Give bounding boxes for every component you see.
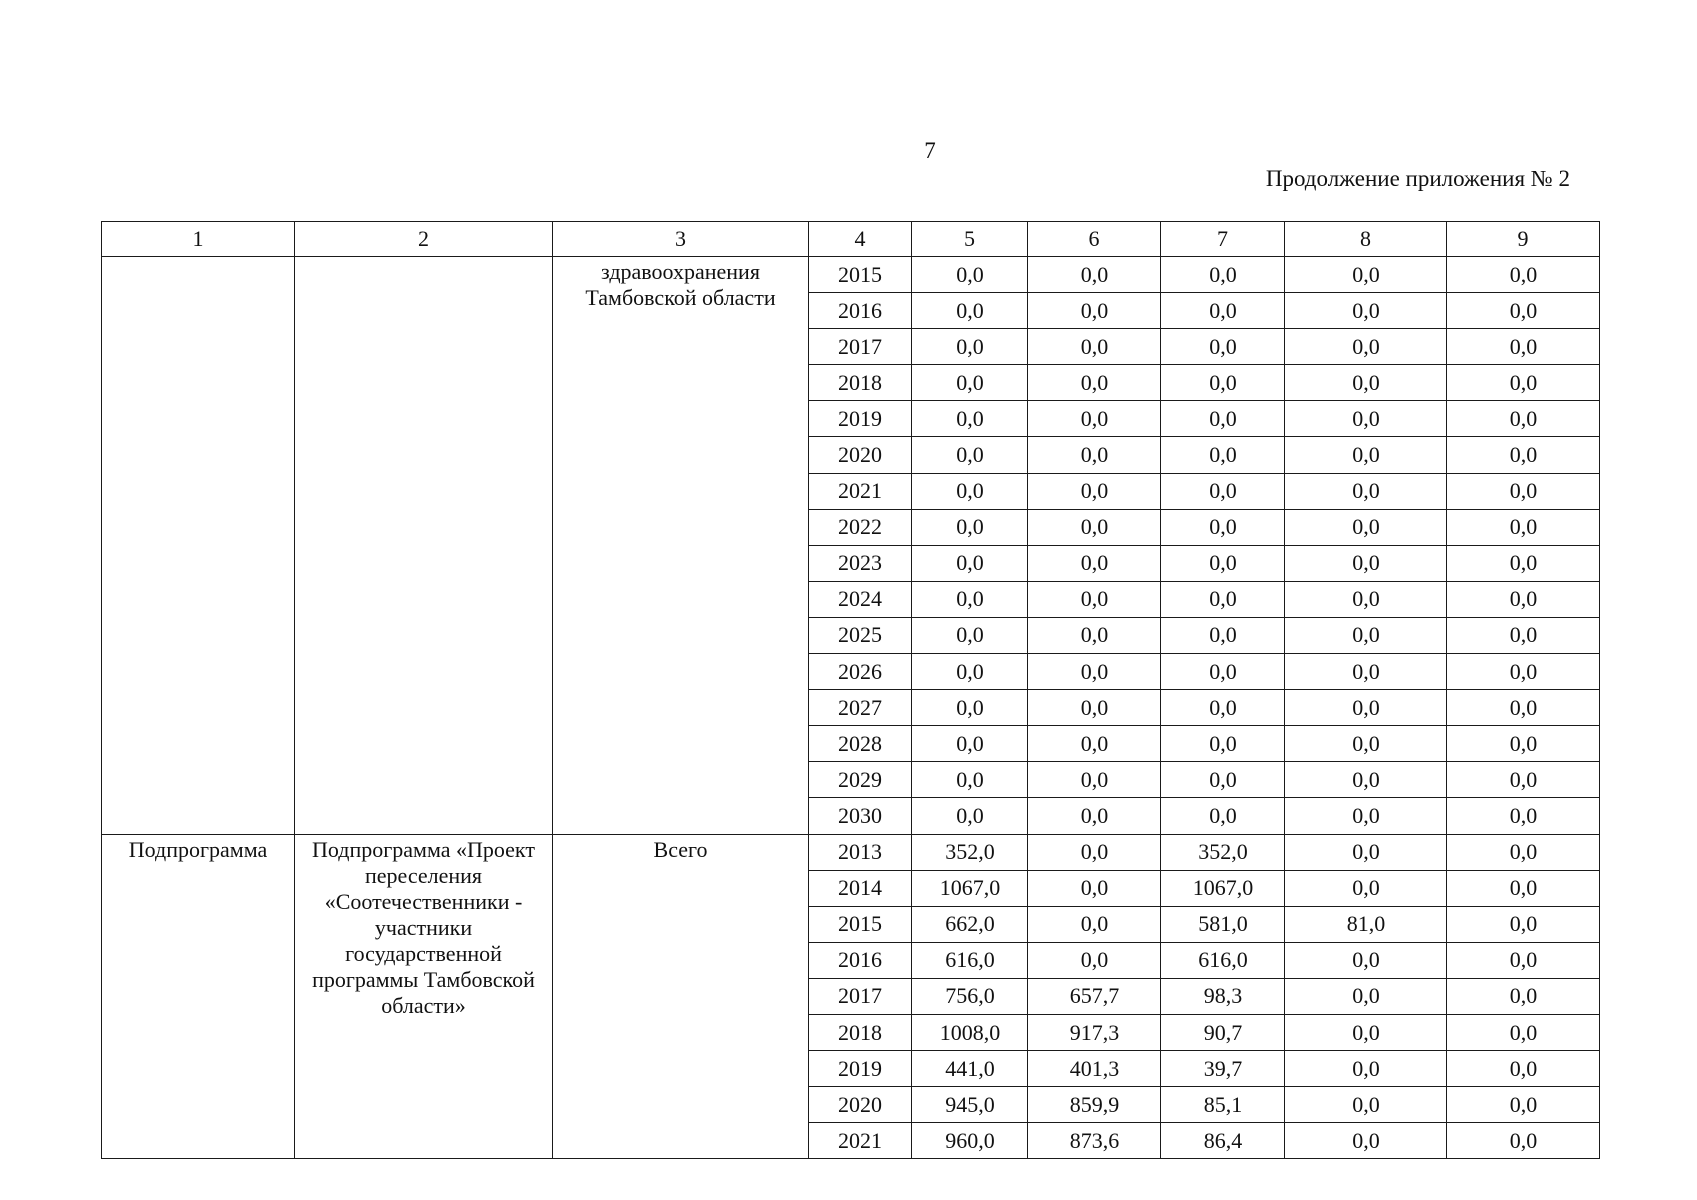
value-cell-col8: 0,0 — [1285, 545, 1447, 581]
value-cell-col8: 0,0 — [1285, 1014, 1447, 1050]
value-cell-col9: 0,0 — [1447, 257, 1600, 293]
value-cell-col7: 0,0 — [1161, 473, 1285, 509]
value-cell-col7: 0,0 — [1161, 329, 1285, 365]
value-cell-col6: 0,0 — [1028, 545, 1161, 581]
value-cell-col8: 0,0 — [1285, 293, 1447, 329]
block2-col2-line: Подпрограмма «Проект — [312, 836, 535, 862]
value-cell-col9: 0,0 — [1447, 545, 1600, 581]
value-cell-col5: 0,0 — [912, 257, 1028, 293]
value-cell-col5: 0,0 — [912, 437, 1028, 473]
value-cell-col8: 0,0 — [1285, 401, 1447, 437]
value-cell-col7: 98,3 — [1161, 978, 1285, 1014]
value-cell-col5: 0,0 — [912, 690, 1028, 726]
value-cell-col8: 0,0 — [1285, 1087, 1447, 1123]
value-cell-col9: 0,0 — [1447, 1051, 1600, 1087]
value-cell-col7: 0,0 — [1161, 257, 1285, 293]
value-cell-col9: 0,0 — [1447, 906, 1600, 942]
value-cell-col9: 0,0 — [1447, 690, 1600, 726]
value-cell-col8: 0,0 — [1285, 509, 1447, 545]
value-cell-col8: 0,0 — [1285, 365, 1447, 401]
year-cell: 2021 — [809, 1123, 912, 1159]
value-cell-col5: 0,0 — [912, 617, 1028, 653]
value-cell-col7: 85,1 — [1161, 1087, 1285, 1123]
value-cell-col8: 0,0 — [1285, 437, 1447, 473]
year-cell: 2017 — [809, 978, 912, 1014]
year-cell: 2021 — [809, 473, 912, 509]
value-cell-col6: 0,0 — [1028, 257, 1161, 293]
continuation-label: Продолжение приложения № 2 — [1265, 166, 1570, 191]
year-cell: 2013 — [809, 834, 912, 870]
year-cell: 2026 — [809, 654, 912, 690]
value-cell-col7: 0,0 — [1161, 617, 1285, 653]
value-cell-col7: 0,0 — [1161, 762, 1285, 798]
year-cell: 2030 — [809, 798, 912, 834]
value-cell-col7: 352,0 — [1161, 834, 1285, 870]
value-cell-col9: 0,0 — [1447, 762, 1600, 798]
value-cell-col5: 0,0 — [912, 545, 1028, 581]
value-cell-col6: 0,0 — [1028, 870, 1161, 906]
value-cell-col9: 0,0 — [1447, 401, 1600, 437]
year-cell: 2015 — [809, 257, 912, 293]
value-cell-col6: 0,0 — [1028, 726, 1161, 762]
year-cell: 2016 — [809, 942, 912, 978]
value-cell-col9: 0,0 — [1447, 293, 1600, 329]
value-cell-col6: 0,0 — [1028, 762, 1161, 798]
value-cell-col8: 81,0 — [1285, 906, 1447, 942]
header-cell-9: 9 — [1447, 222, 1600, 257]
value-cell-col6: 0,0 — [1028, 654, 1161, 690]
value-cell-col8: 0,0 — [1285, 257, 1447, 293]
value-cell-col5: 0,0 — [912, 581, 1028, 617]
year-cell: 2027 — [809, 690, 912, 726]
value-cell-col6: 0,0 — [1028, 473, 1161, 509]
year-cell: 2020 — [809, 1087, 912, 1123]
value-cell-col5: 756,0 — [912, 978, 1028, 1014]
value-cell-col7: 0,0 — [1161, 401, 1285, 437]
value-cell-col7: 0,0 — [1161, 726, 1285, 762]
value-cell-col5: 0,0 — [912, 365, 1028, 401]
year-cell: 2016 — [809, 293, 912, 329]
value-cell-col7: 39,7 — [1161, 1051, 1285, 1087]
value-cell-col5: 662,0 — [912, 906, 1028, 942]
value-cell-col7: 0,0 — [1161, 293, 1285, 329]
value-cell-col5: 945,0 — [912, 1087, 1028, 1123]
value-cell-col9: 0,0 — [1447, 473, 1600, 509]
value-cell-col5: 0,0 — [912, 726, 1028, 762]
block2-col2-line: области» — [381, 992, 466, 1018]
block2-col3-line: Всего — [653, 836, 708, 862]
year-cell: 2017 — [809, 329, 912, 365]
block2-col2-line: переселения — [364, 862, 483, 888]
value-cell-col5: 0,0 — [912, 401, 1028, 437]
value-cell-col7: 616,0 — [1161, 942, 1285, 978]
value-cell-col8: 0,0 — [1285, 870, 1447, 906]
value-cell-col5: 616,0 — [912, 942, 1028, 978]
year-cell: 2018 — [809, 1014, 912, 1050]
value-cell-col7: 86,4 — [1161, 1123, 1285, 1159]
value-cell-col8: 0,0 — [1285, 834, 1447, 870]
value-cell-col9: 0,0 — [1447, 437, 1600, 473]
header-row — [102, 222, 1600, 257]
header-cell-8: 8 — [1285, 222, 1447, 257]
value-cell-col8: 0,0 — [1285, 942, 1447, 978]
value-cell-col6: 0,0 — [1028, 798, 1161, 834]
block1-col3-cell — [553, 257, 809, 835]
table-row — [102, 257, 1600, 293]
value-cell-col5: 960,0 — [912, 1123, 1028, 1159]
value-cell-col6: 0,0 — [1028, 293, 1161, 329]
value-cell-col6: 0,0 — [1028, 617, 1161, 653]
value-cell-col7: 0,0 — [1161, 437, 1285, 473]
block2-col3-cell — [553, 834, 809, 1159]
value-cell-col7: 0,0 — [1161, 798, 1285, 834]
value-cell-col9: 0,0 — [1447, 978, 1600, 1014]
value-cell-col9: 0,0 — [1447, 1014, 1600, 1050]
table-row — [102, 834, 1600, 870]
header-cell-4: 4 — [809, 222, 912, 257]
year-cell: 2015 — [809, 906, 912, 942]
value-cell-col6: 657,7 — [1028, 978, 1161, 1014]
year-cell: 2028 — [809, 726, 912, 762]
year-cell: 2024 — [809, 581, 912, 617]
block1-col3-line: Тамбовской области — [585, 285, 776, 310]
value-cell-col5: 0,0 — [912, 293, 1028, 329]
value-cell-col8: 0,0 — [1285, 1123, 1447, 1159]
block1-col2-cell — [295, 257, 553, 835]
value-cell-col5: 0,0 — [912, 509, 1028, 545]
value-cell-col6: 0,0 — [1028, 509, 1161, 545]
value-cell-col8: 0,0 — [1285, 726, 1447, 762]
year-cell: 2018 — [809, 365, 912, 401]
block2-col2-line: «Соотечественники - — [324, 888, 523, 914]
value-cell-col6: 0,0 — [1028, 401, 1161, 437]
value-cell-col8: 0,0 — [1285, 654, 1447, 690]
value-cell-col8: 0,0 — [1285, 581, 1447, 617]
value-cell-col9: 0,0 — [1447, 329, 1600, 365]
header-cell-2: 2 — [295, 222, 553, 257]
year-cell: 2019 — [809, 1051, 912, 1087]
value-cell-col9: 0,0 — [1447, 1123, 1600, 1159]
year-cell: 2022 — [809, 509, 912, 545]
value-cell-col5: 1067,0 — [912, 870, 1028, 906]
block2-col2-line: программы Тамбовской — [312, 966, 535, 992]
value-cell-col9: 0,0 — [1447, 726, 1600, 762]
value-cell-col5: 1008,0 — [912, 1014, 1028, 1050]
value-cell-col9: 0,0 — [1447, 942, 1600, 978]
block1-col3-line: здравоохранения — [601, 259, 760, 284]
value-cell-col5: 0,0 — [912, 798, 1028, 834]
value-cell-col8: 0,0 — [1285, 329, 1447, 365]
value-cell-col8: 0,0 — [1285, 690, 1447, 726]
value-cell-col5: 441,0 — [912, 1051, 1028, 1087]
block2-col2-cell — [295, 834, 553, 1159]
value-cell-col7: 0,0 — [1161, 509, 1285, 545]
value-cell-col8: 0,0 — [1285, 473, 1447, 509]
year-cell: 2019 — [809, 401, 912, 437]
value-cell-col7: 0,0 — [1161, 365, 1285, 401]
value-cell-col7: 1067,0 — [1161, 870, 1285, 906]
value-cell-col5: 0,0 — [912, 654, 1028, 690]
value-cell-col9: 0,0 — [1447, 834, 1600, 870]
header-cell-6: 6 — [1028, 222, 1161, 257]
value-cell-col6: 401,3 — [1028, 1051, 1161, 1087]
year-cell: 2029 — [809, 762, 912, 798]
year-cell: 2025 — [809, 617, 912, 653]
header-cell-3: 3 — [553, 222, 809, 257]
value-cell-col5: 352,0 — [912, 834, 1028, 870]
value-cell-col9: 0,0 — [1447, 1087, 1600, 1123]
value-cell-col9: 0,0 — [1447, 581, 1600, 617]
header-cell-5: 5 — [912, 222, 1028, 257]
value-cell-col5: 0,0 — [912, 329, 1028, 365]
value-cell-col6: 917,3 — [1028, 1014, 1161, 1050]
value-cell-col6: 859,9 — [1028, 1087, 1161, 1123]
value-cell-col6: 0,0 — [1028, 329, 1161, 365]
value-cell-col9: 0,0 — [1447, 654, 1600, 690]
value-cell-col6: 0,0 — [1028, 365, 1161, 401]
block1-col1-cell — [102, 257, 295, 835]
value-cell-col9: 0,0 — [1447, 617, 1600, 653]
value-cell-col6: 0,0 — [1028, 581, 1161, 617]
block2-col2-line: государственной — [345, 940, 502, 966]
value-cell-col6: 0,0 — [1028, 942, 1161, 978]
value-cell-col6: 0,0 — [1028, 906, 1161, 942]
page-number: 7 — [924, 138, 936, 163]
value-cell-col7: 0,0 — [1161, 581, 1285, 617]
value-cell-col7: 581,0 — [1161, 906, 1285, 942]
value-cell-col5: 0,0 — [912, 473, 1028, 509]
value-cell-col7: 90,7 — [1161, 1014, 1285, 1050]
value-cell-col8: 0,0 — [1285, 617, 1447, 653]
value-cell-col9: 0,0 — [1447, 870, 1600, 906]
value-cell-col7: 0,0 — [1161, 545, 1285, 581]
block2-col2-line: участники — [374, 914, 473, 940]
year-cell: 2020 — [809, 437, 912, 473]
value-cell-col6: 0,0 — [1028, 690, 1161, 726]
value-cell-col7: 0,0 — [1161, 654, 1285, 690]
appendix-table — [101, 221, 1600, 1159]
header-cell-1: 1 — [102, 222, 295, 257]
value-cell-col8: 0,0 — [1285, 798, 1447, 834]
value-cell-col6: 0,0 — [1028, 834, 1161, 870]
value-cell-col5: 0,0 — [912, 762, 1028, 798]
value-cell-col9: 0,0 — [1447, 798, 1600, 834]
value-cell-col6: 0,0 — [1028, 437, 1161, 473]
year-cell: 2014 — [809, 870, 912, 906]
value-cell-col7: 0,0 — [1161, 690, 1285, 726]
value-cell-col8: 0,0 — [1285, 978, 1447, 1014]
year-cell: 2023 — [809, 545, 912, 581]
value-cell-col9: 0,0 — [1447, 365, 1600, 401]
value-cell-col8: 0,0 — [1285, 1051, 1447, 1087]
header-cell-7: 7 — [1161, 222, 1285, 257]
value-cell-col8: 0,0 — [1285, 762, 1447, 798]
value-cell-col6: 873,6 — [1028, 1123, 1161, 1159]
block2-col1-cell: Подпрограмма — [102, 834, 295, 1159]
value-cell-col9: 0,0 — [1447, 509, 1600, 545]
